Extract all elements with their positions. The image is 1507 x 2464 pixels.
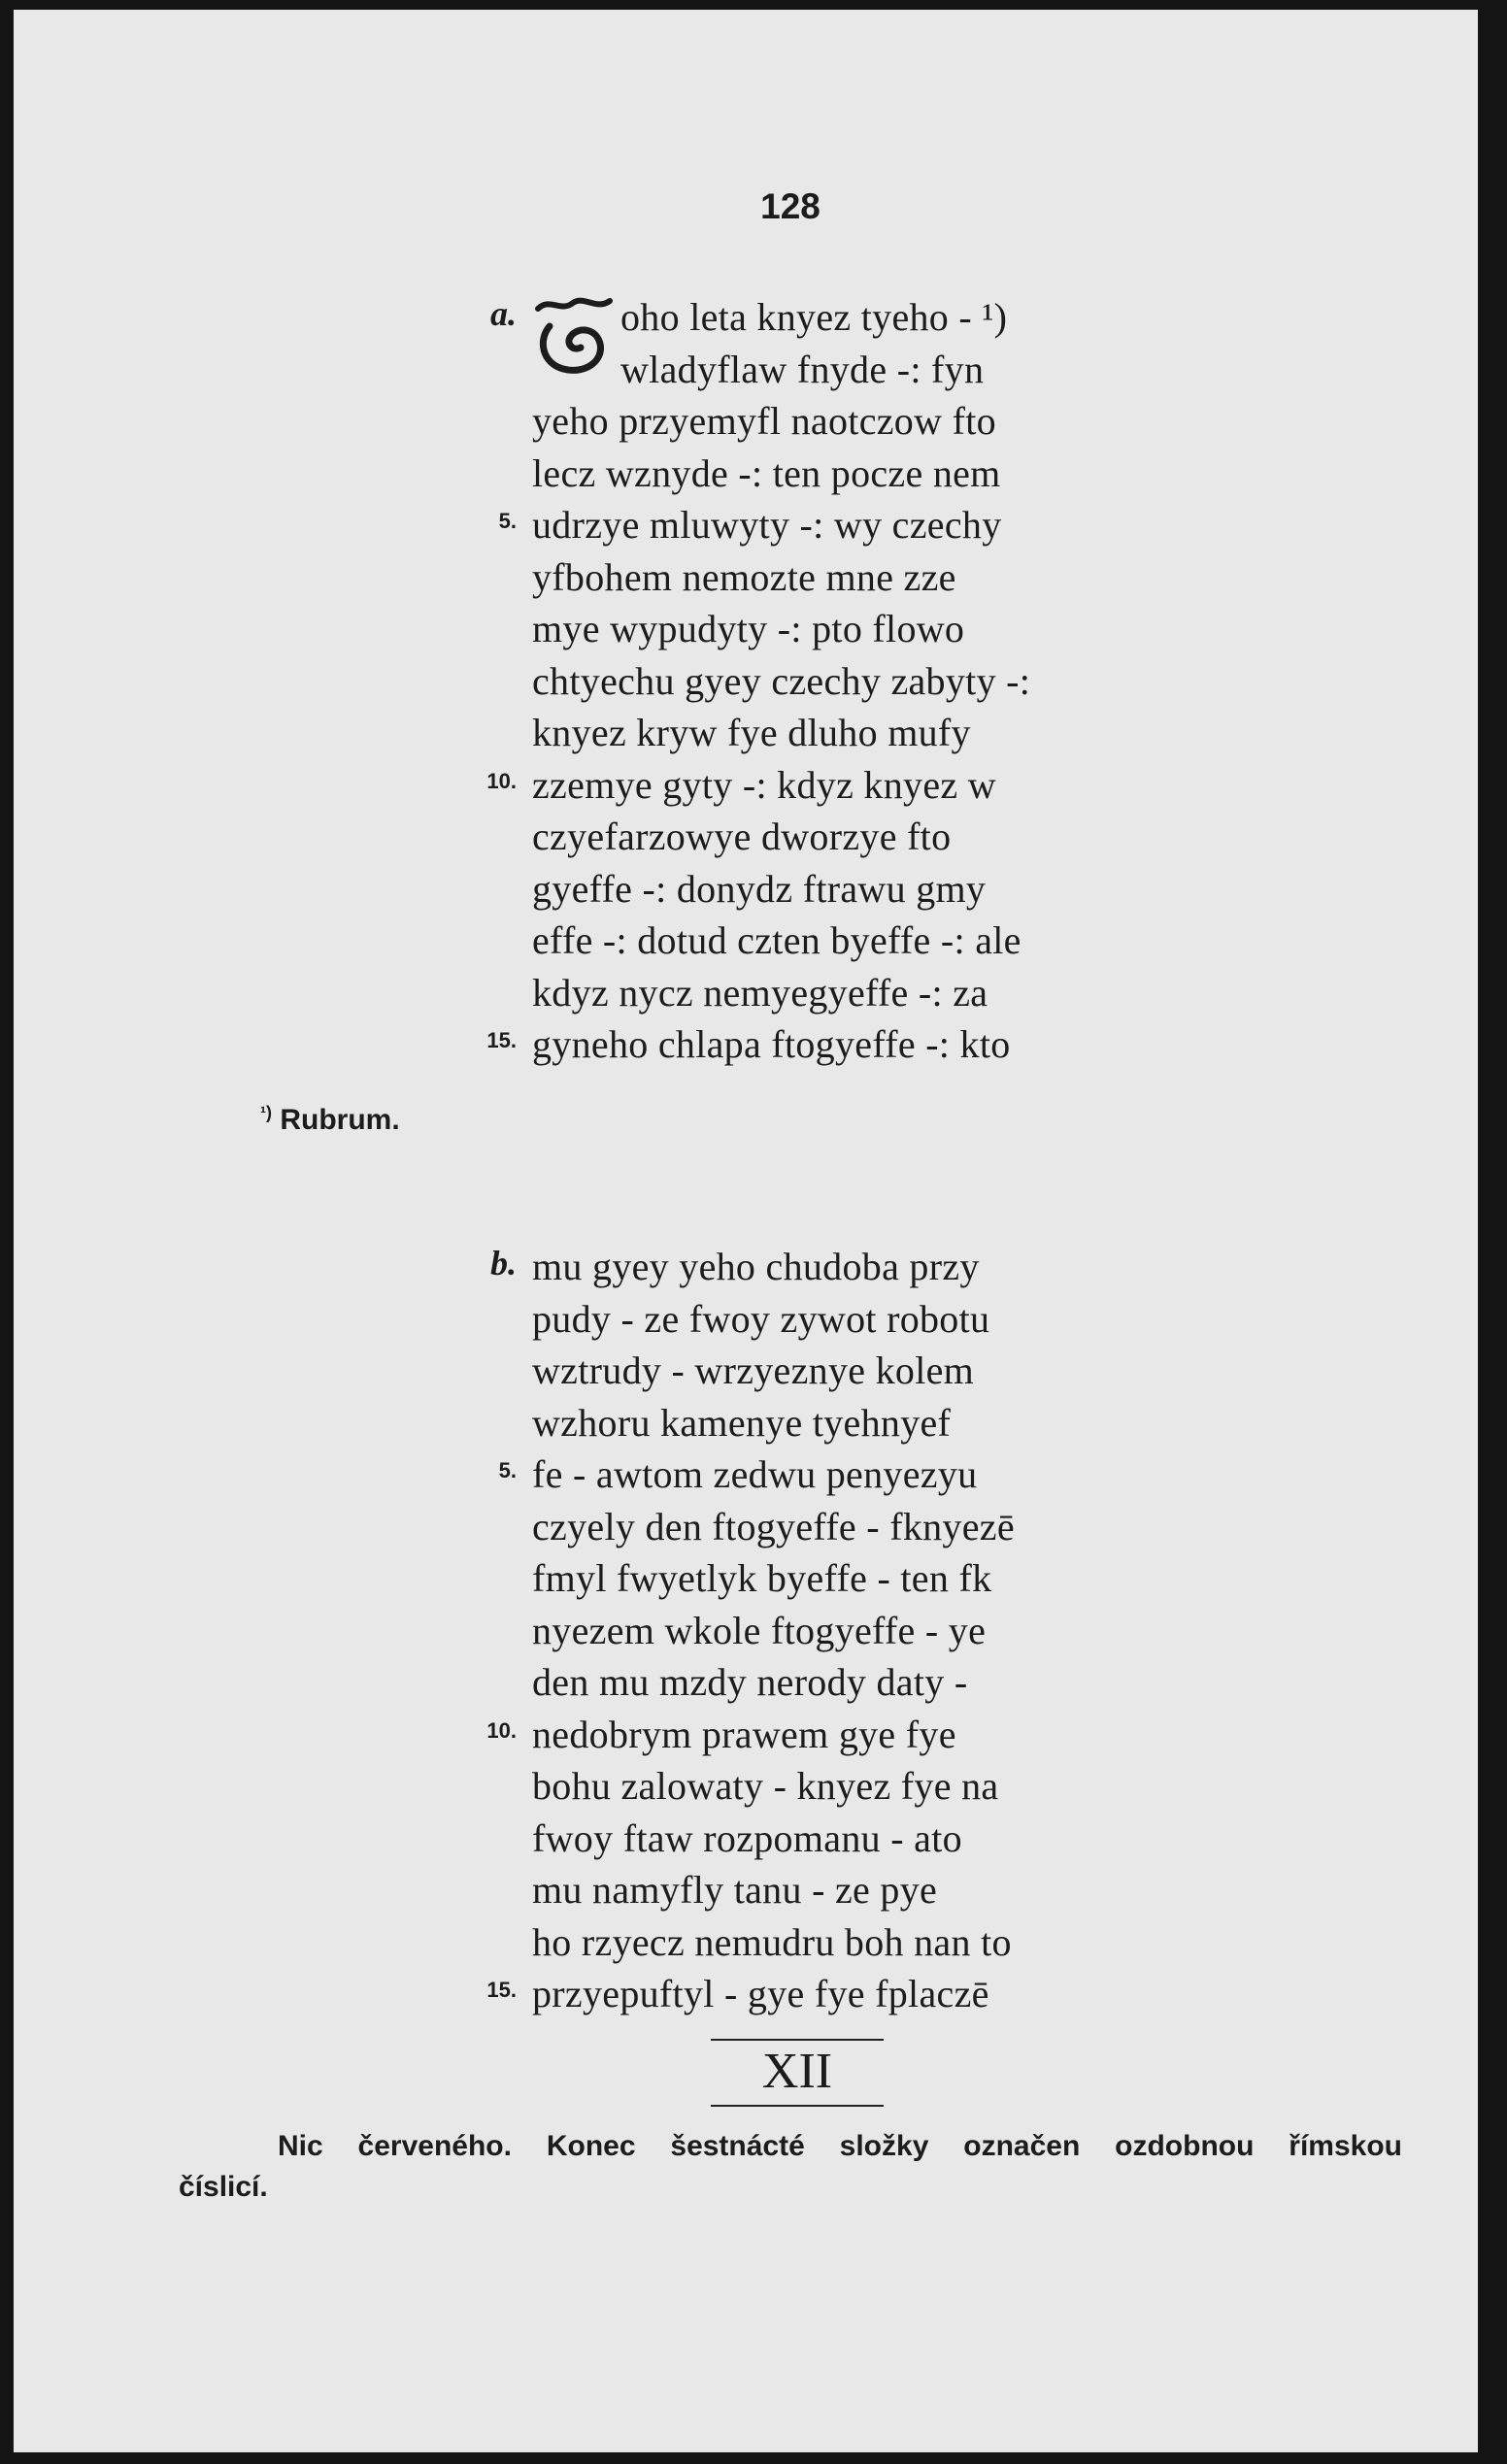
footnote (260, 1103, 400, 1137)
text-line (14, 915, 1478, 967)
footnote-mark: ¹) (260, 1103, 272, 1122)
text-line (14, 1241, 1478, 1293)
roman-numeral: XII (711, 2039, 884, 2107)
line-number: 5. (498, 509, 517, 533)
page-number: 128 (760, 186, 820, 226)
line-number: 10. (486, 768, 517, 793)
line-text: wzhoru kamenye tyehnyef (532, 1400, 952, 1445)
line-text: nyezem wkole ftogyeffe - ye (532, 1608, 987, 1652)
text-line (14, 1293, 1478, 1346)
text-line (14, 1345, 1478, 1397)
text-line (14, 344, 1478, 396)
line-text: mu gyey yeho chudoba przy (532, 1245, 980, 1288)
line-number: 15. (486, 1028, 517, 1052)
section-b (14, 1241, 1478, 2020)
text-line (14, 1813, 1478, 1865)
text-line (14, 551, 1478, 604)
line-text: czyely den ftogyeffe - fknyezē (532, 1504, 1015, 1548)
text-line (14, 1656, 1478, 1709)
text-line (14, 395, 1478, 448)
line-text: gyneho chlapa ftogyeffe -: kto (532, 1022, 1011, 1066)
line-text: lecz wznyde -: ten pocze nem (532, 450, 1001, 495)
text-line (14, 448, 1478, 500)
line-number: 5. (498, 1458, 517, 1482)
line-text: nedobrym prawem gye fye (532, 1712, 956, 1756)
text-line (14, 603, 1478, 655)
line-text: fmyl fwyetlyk byeffe - ten fk (532, 1556, 992, 1600)
line-text: effe -: dotud czten byeffe -: ale (532, 918, 1021, 962)
text-line (14, 291, 1478, 344)
text-line (14, 707, 1478, 759)
line-text: oho leta knyez tyeho - ¹) (620, 295, 1008, 339)
line-text: zzemye gyty -: kdyz knyez w (532, 762, 996, 807)
text-line (14, 759, 1478, 812)
text-line (14, 1916, 1478, 1969)
line-text: bohu zalowaty - knyez fye na (532, 1764, 999, 1808)
text-line (14, 1552, 1478, 1605)
line-text: udrzye mluwyty -: wy czechy (532, 503, 1002, 547)
line-text: fwoy ftaw rozpomanu - ato (532, 1815, 962, 1860)
note-line-2: číslicí. (179, 2171, 268, 2203)
line-text: yfbohem nemozte mne zze (532, 554, 956, 599)
footnote-text: Rubrum. (280, 1104, 400, 1136)
text-line (14, 1448, 1478, 1501)
text-line (14, 655, 1478, 708)
text-line (14, 1760, 1478, 1813)
line-number: 10. (486, 1717, 517, 1743)
line-number: 15. (486, 1978, 517, 2002)
text-line (14, 1397, 1478, 1449)
text-line (14, 1018, 1478, 1071)
text-line (14, 1864, 1478, 1916)
line-text: chtyechu gyey czechy zabyty -: (532, 658, 1031, 703)
line-text: kdyz nycz nemyegyeffe -: za (532, 970, 988, 1015)
text-line (14, 1605, 1478, 1657)
text-line (14, 1968, 1478, 2020)
text-line (14, 499, 1478, 551)
editorial-note (179, 2126, 1402, 2208)
line-text: ho rzyecz nemudru boh nan to (532, 1919, 1012, 1964)
line-text: wztrudy - wrzyeznye kolem (532, 1349, 975, 1392)
line-text: mye wypudyty -: pto flowo (532, 607, 965, 650)
section-a (14, 291, 1478, 1071)
text-line (14, 1501, 1478, 1553)
text-line (14, 967, 1478, 1019)
line-text: pudy - ze fwoy zywot robotu (532, 1296, 990, 1341)
text-line (14, 811, 1478, 863)
note-line-1: Nic červeného. Konec šestnácté složky označen ozdobnou římskou (278, 2130, 1402, 2162)
line-text: wladyflaw fnyde -: fyn (620, 347, 985, 391)
line-text: den mu mzdy nerody daty - (532, 1660, 968, 1704)
line-text: gyeffe -: donydz ftrawu gmy (532, 866, 987, 911)
text-line (14, 863, 1478, 916)
section-marker: b. (490, 1244, 517, 1282)
page (14, 10, 1478, 2452)
line-text: yeho przyemyfl naotczow fto (532, 399, 996, 443)
section-marker: a. (490, 294, 517, 333)
line-text: czyefarzowye dworzye fto (532, 815, 952, 858)
line-text: knyez kryw fye dluho mufy (532, 711, 971, 754)
line-text: mu namyfly tanu - ze pye (532, 1868, 938, 1912)
line-text: przyepuftyl - gye fye fplaczē (532, 1972, 989, 2015)
text-line (14, 1709, 1478, 1761)
line-text: fe - awtom zedwu penyezyu (532, 1452, 978, 1496)
